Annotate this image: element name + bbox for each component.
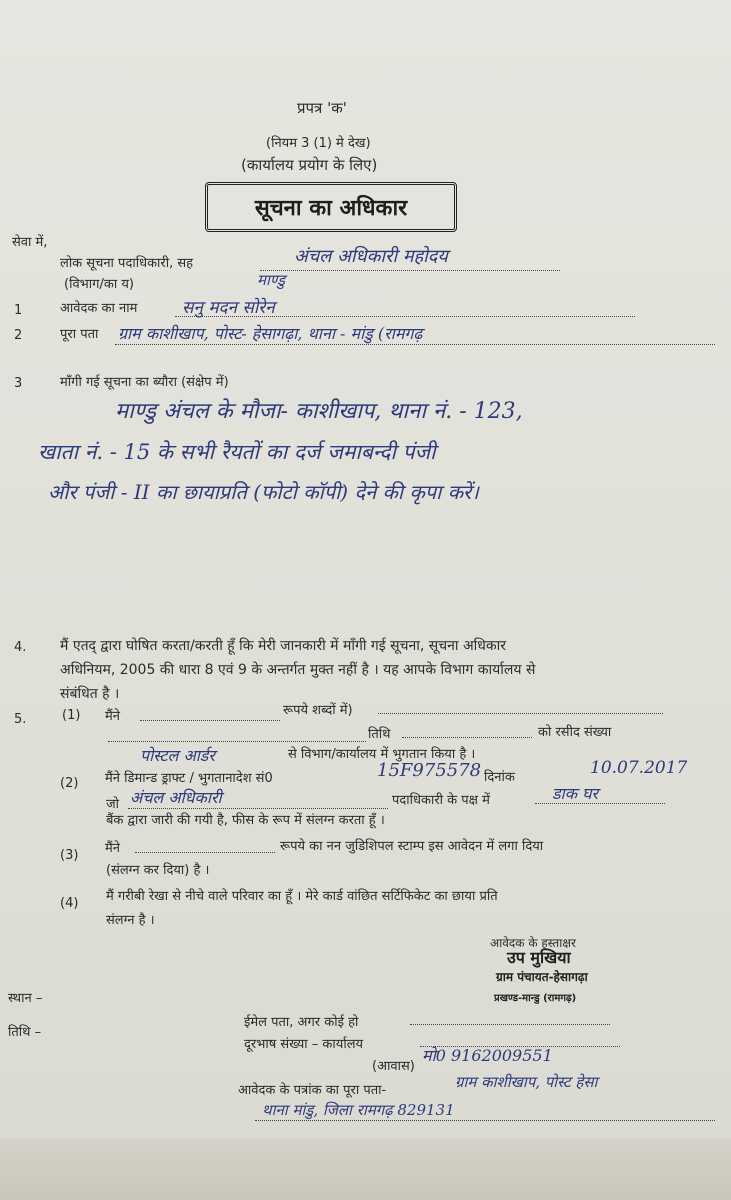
payment-2-bank: डाक घर bbox=[552, 784, 599, 803]
payment-1-text-d: को रसीद संख्या bbox=[538, 725, 612, 740]
full-address-label: आवेदक के पत्रांक का पूरा पता- bbox=[238, 1083, 387, 1098]
info-handwritten-line-1: माण्डु अंचल के मौजा- काशीखाप, थाना नं. - 123, bbox=[115, 399, 523, 424]
declaration-line-2: अधिनियम, 2005 की धारा 8 एवं 9 के अन्तर्गत मुक्त नहीं है । यह आपके विभाग कार्यालय से bbox=[60, 662, 536, 678]
sewa-label: सेवा में, bbox=[12, 235, 48, 250]
home-phone-label: (आवास) bbox=[372, 1059, 415, 1074]
declaration-line-3: संबंधित है । bbox=[60, 686, 120, 702]
payment-1-text-a: मैंने bbox=[105, 709, 120, 724]
officer-dotted-line bbox=[260, 270, 560, 271]
dept-label: (विभाग/का य) bbox=[64, 277, 134, 292]
paper-fold-shadow bbox=[0, 1138, 731, 1200]
form-title: सूचना का अधिकार bbox=[205, 182, 457, 232]
name-label: आवेदक का नाम bbox=[60, 301, 138, 316]
place-label: स्थान – bbox=[8, 991, 43, 1006]
address-label: पूरा पता bbox=[60, 327, 99, 342]
payment-2-date: 10.07.2017 bbox=[590, 758, 688, 778]
phone-handwritten: मो0 9162009551 bbox=[422, 1046, 553, 1065]
payment-4-number: (4) bbox=[60, 896, 79, 911]
payment-2-officer: अंचल अधिकारी bbox=[130, 788, 222, 807]
payment-2-text-d: पदाधिकारी के पक्ष में bbox=[392, 793, 490, 808]
payment-2-text-e: बैंक द्वारा जारी की गयी है, फीस के रूप में संलग्न करता हूँ । bbox=[106, 813, 385, 828]
info-handwritten-line-2: खाता नं. - 15 के सभी रैयतों का दर्ज जमाबन्दी पंजी bbox=[38, 440, 436, 464]
item-1-number: 1 bbox=[14, 303, 23, 318]
payment-3-text-b: रूपये का नन जुडिशिपल स्टाम्प इस आवेदन में लगा दिया bbox=[280, 839, 544, 854]
form-number: प्रपत्र 'क' bbox=[297, 99, 347, 117]
dept-handwritten: माण्डु bbox=[257, 271, 286, 289]
signature-label: आवेदक के हस्ताक्षर bbox=[490, 936, 576, 950]
payment-3-text-a: मैंने bbox=[105, 841, 120, 856]
payment-1-text-b: रूपये शब्दों में) bbox=[283, 703, 353, 718]
payment-1-dots-a bbox=[140, 720, 280, 721]
item-3-number: 3 bbox=[14, 376, 23, 391]
item-2-number: 2 bbox=[14, 328, 23, 343]
date-label: तिथि – bbox=[8, 1025, 42, 1040]
payment-3-dots bbox=[135, 852, 275, 853]
office-use-note: (कार्यालय प्रयोग के लिए) bbox=[241, 156, 378, 174]
name-handwritten: सनु मदन सोरेन bbox=[182, 298, 275, 318]
payment-1-dots-c bbox=[108, 741, 366, 742]
full-address-handwritten-1: ग्राम काशीखाप, पोस्ट हेसा bbox=[455, 1073, 598, 1091]
payment-4-text-b: संलग्न है । bbox=[106, 913, 155, 928]
payment-2-text-b: दिनांक bbox=[484, 770, 515, 785]
address-handwritten: ग्राम काशीखाप, पोस्ट- हेसागढ़ा, थाना - मांडु (रामगढ़ bbox=[118, 324, 423, 343]
payment-2-dots-b bbox=[535, 803, 665, 804]
stamp-title: उप मुखिया bbox=[507, 948, 571, 967]
full-address-handwritten-2: थाना मांडु, जिला रामगढ़ 829131 bbox=[262, 1101, 455, 1119]
payment-1-number: (1) bbox=[62, 708, 81, 723]
declaration-line-1: मैं एतद् द्वारा घोषित करता/करती हूँ कि मेरी जानकारी में माँगी गई सूचना, सूचना अधिकार bbox=[60, 638, 507, 654]
payment-1-handwritten: पोस्टल आर्डर bbox=[140, 746, 215, 765]
payment-2-dots-a bbox=[128, 808, 388, 809]
rule-reference: (नियम 3 (1) मे देख) bbox=[266, 136, 371, 151]
officer-label: लोक सूचना पदाधिकारी, सह bbox=[60, 256, 194, 271]
payment-1-text-c: तिथि bbox=[368, 727, 391, 742]
payment-1-dots-b bbox=[378, 713, 663, 714]
payment-2-text-c: जो bbox=[106, 797, 120, 812]
name-dotted-line bbox=[175, 316, 635, 317]
payment-3-text-c: (संलग्न कर दिया) है । bbox=[106, 863, 210, 878]
full-address-dotted-line bbox=[255, 1120, 715, 1121]
address-dotted-line bbox=[115, 344, 715, 345]
phone-label: दूरभाष संख्या – कार्यालय bbox=[244, 1037, 364, 1052]
payment-1-dots-d bbox=[402, 737, 532, 738]
payment-1-text-e: से विभाग/कार्यालय में भुगतान किया है । bbox=[288, 747, 476, 762]
stamp-block: प्रखण्ड-मान्डु (रामगढ़) bbox=[494, 993, 577, 1004]
payment-2-dd-number: 15F975578 bbox=[377, 760, 482, 781]
payment-3-number: (3) bbox=[60, 848, 79, 863]
stamp-panchayat: ग्राम पंचायत-हेसागढ़ा bbox=[496, 970, 588, 984]
item-5-number: 5. bbox=[14, 712, 27, 727]
item-4-number: 4. bbox=[14, 640, 27, 655]
email-dotted-line bbox=[410, 1024, 610, 1025]
payment-2-text-a: मैंने डिमान्ड ड्राफ्ट / भुगतानादेश सं0 bbox=[105, 771, 273, 786]
payment-4-text-a: मैं गरीबी रेखा से नीचे वाले परिवार का हूँ । मेरे कार्ड वांछित सर्टिफिकेट का छाया प्रति bbox=[106, 889, 498, 904]
email-label: ईमेल पता, अगर कोई हो bbox=[244, 1015, 359, 1030]
payment-2-number: (2) bbox=[60, 776, 79, 791]
info-label: माँगी गई सूचना का ब्यौरा (संक्षेप में) bbox=[60, 375, 229, 390]
info-handwritten-line-3: और पंजी - II का छायाप्रति (फोटो कॉपी) देने की कृपा करें। bbox=[48, 480, 479, 504]
officer-handwritten: अंचल अधिकारी महोदय bbox=[294, 246, 448, 267]
